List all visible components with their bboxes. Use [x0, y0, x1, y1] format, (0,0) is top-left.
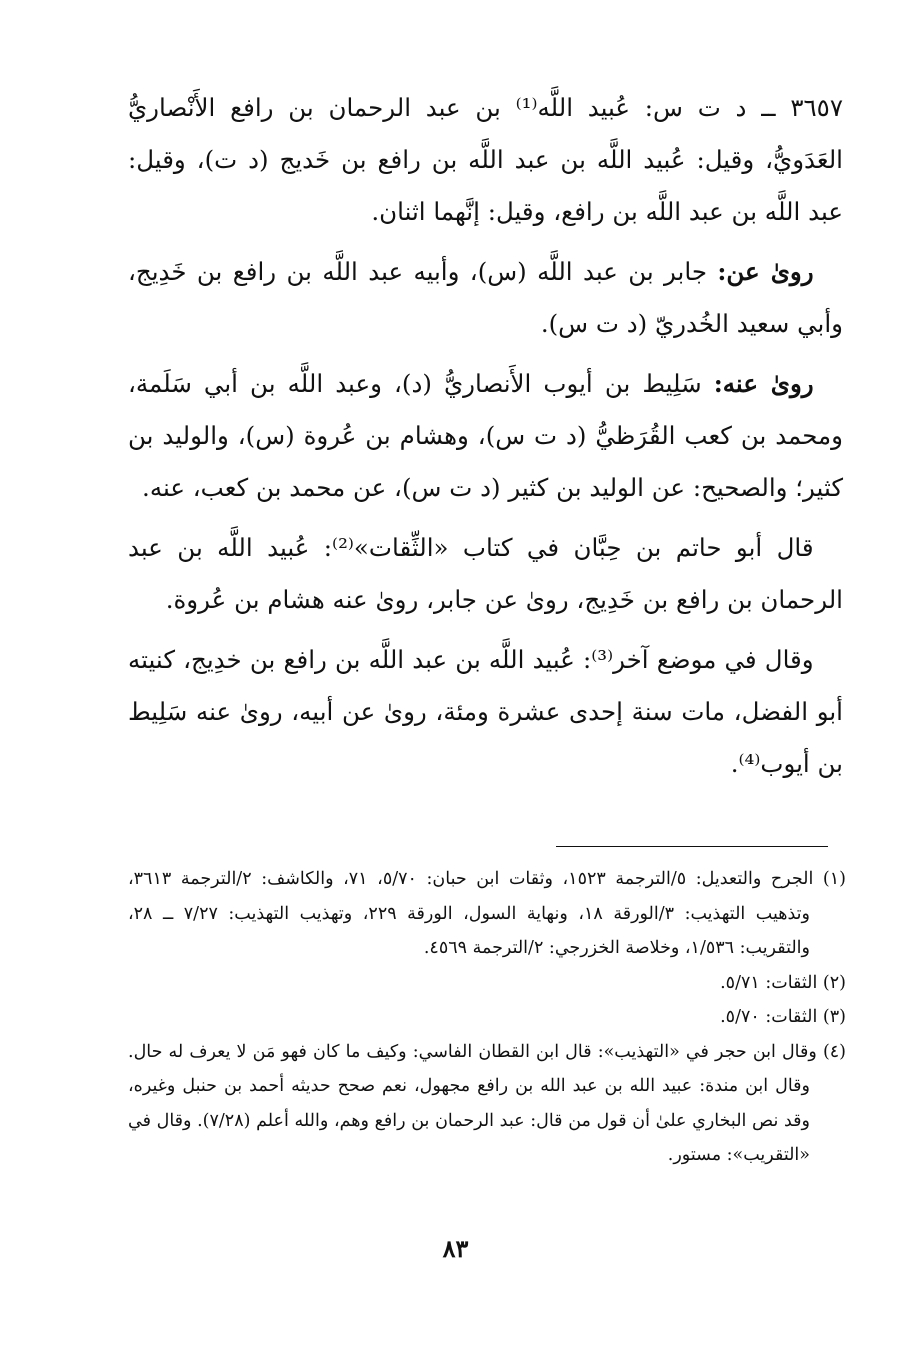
footnotes — [128, 862, 846, 1173]
narrated-from-label: روىٰ عن: — [717, 257, 814, 286]
footnote-2: (٢) الثقات: ٥/٧١. — [720, 972, 846, 993]
footnote-divider — [556, 846, 828, 847]
footnote-1: (١) الجرح والتعديل: ٥/الترجمة ١٥٢٣، وثقات ابن حبان: ٥/٧٠، ٧١، والكاشف: ٢/الترجمة ٣٦١٣، وتذهيب التهذيب: ٣/الورقة ١٨، ونهاية السول، الورقة ٢٢٩، وتهذيب التهذيب: ٧/٢٧ ــ ٢٨، والتقريب: ١/٥٣٦، وخلاصة الخزرجي: ٢/الترجمة ٤٥٦٩. — [128, 869, 846, 958]
entry-header: ٣٦٥٧ ــ د ت س: عُبيد اللَّه⁽¹⁾ بن عبد الرحمان بن رافع الأَنْصاريُّ العَدَويُّ، وقيل: عُبيد اللَّه بن عبد اللَّه بن رافع بن خَديج (د ت)، وقيل: عبد اللَّه بن عبد اللَّه بن رافع، وقيل: إنَّهما اثنان. — [128, 93, 843, 226]
narrated-by-paragraph — [128, 358, 843, 514]
ibn-hibban-paragraph: قال أبو حاتم بن حِبَّان في كتاب «الثِّقات»⁽²⁾: عُبيد اللَّه بن عبد الرحمان بن رافع بن خَدِيج، روىٰ عن جابر، روىٰ عنه هشام بن عُروة. — [128, 533, 843, 614]
another-place-paragraph: وقال في موضع آخر⁽³⁾: عُبيد اللَّه بن عبد اللَّه بن رافع بن خدِيج، كنيته أبو الفضل، مات سنة إحدى عشرة ومئة، روىٰ عن أبيه، روىٰ عنه سَلِيط بن أيوب⁽⁴⁾. — [128, 645, 843, 778]
footnote-4: (٤) وقال ابن حجر في «التهذيب»: قال ابن القطان الفاسي: وكيف ما كان فهو مَن لا يعرف له حال. وقال ابن مندة: عبيد الله بن عبد الله بن رافع مجهول، نعم صحح حديثه أحمد بن حنبل وغيره، وقد نص البخاري علىٰ أن قول من قال: عبد الرحمان بن رافع وهم، والله أعلم (٧/٢٨). وقال في «التقريب»: مستور. — [128, 1041, 846, 1165]
narrated-from-text: جابر بن عبد اللَّه (س)، وأبيه عبد اللَّه بن رافع بن خَدِيج، وأبي سعيد الخُدريّ (د ت س). — [128, 257, 843, 338]
page-number: ٨٣ — [442, 1234, 469, 1263]
footnote-3: (٣) الثقات: ٥/٧٠. — [720, 1007, 846, 1027]
main-text — [128, 82, 843, 798]
narrated-by-label: روىٰ عنه: — [713, 369, 814, 398]
narrated-from-paragraph — [128, 246, 843, 350]
narrated-by-text: سَلِيط بن أيوب الأَنصاريُّ (د)، وعبد اللَّه بن أبي سَلَمة، ومحمد بن كعب القُرَظيُّ (د ت س)، وهشام بن عُروة (س)، والوليد بن كثير؛ والصحيح: عن الوليد بن كثير (د ت س)، عن محمد بن كعب، عنه. — [128, 369, 843, 502]
